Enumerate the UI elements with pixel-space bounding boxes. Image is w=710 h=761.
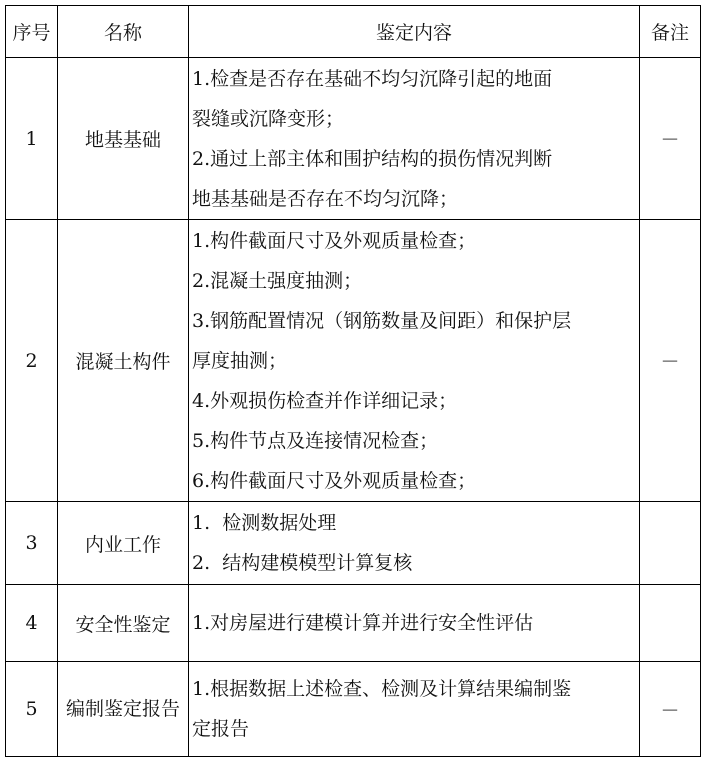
row-remark: － (640, 662, 701, 757)
row-name: 安全性鉴定 (58, 585, 189, 662)
row-name: 混凝土构件 (58, 220, 189, 502)
content-line: 1.根据数据上述检查、检测及计算结果编制鉴 (192, 678, 572, 700)
row-number: 5 (6, 662, 58, 757)
header-content: 鉴定内容 (189, 6, 640, 58)
content-line: 2. 结构建模模型计算复核 (192, 552, 413, 574)
appraisal-table (5, 5, 701, 757)
content-line: 1.检查是否存在基础不均匀沉降引起的地面 (192, 67, 553, 90)
row-remark: － (640, 220, 701, 502)
row-number: 2 (6, 220, 58, 502)
row-name: 内业工作 (58, 502, 189, 585)
row-content (189, 662, 640, 757)
row-number: 3 (6, 502, 58, 585)
row-content (189, 220, 640, 502)
content-line: 4.外观损伤检查并作详细记录； (192, 389, 458, 412)
content-line: 3.钢筋配置情况（钢筋数量及间距）和保护层 (192, 309, 572, 332)
row-name: 编制鉴定报告 (58, 662, 189, 757)
content-line: 1. 检测数据处理 (192, 512, 337, 534)
content-line: 厚度抽测； (192, 349, 288, 372)
header-remark: 备注 (640, 6, 701, 58)
table-row (6, 585, 701, 662)
row-remark (640, 585, 701, 662)
header-row (6, 6, 701, 58)
content-line: 6.构件截面尺寸及外观质量检查； (192, 469, 477, 492)
row-content (189, 502, 640, 585)
table-row (6, 220, 701, 502)
row-number: 1 (6, 58, 58, 220)
row-remark: － (640, 58, 701, 220)
row-content (189, 585, 640, 662)
row-name: 地基基础 (58, 58, 189, 220)
content-line: 定报告 (192, 718, 250, 740)
content-line: 裂缝或沉降变形； (192, 107, 345, 130)
content-line: 2.通过上部主体和围护结构的损伤情况判断 (192, 147, 553, 170)
content-line: 1.对房屋进行建模计算并进行安全性评估 (192, 612, 534, 634)
content-line: 地基基础是否存在不均匀沉降； (192, 187, 459, 210)
content-line: 1.构件截面尺寸及外观质量检查； (192, 229, 477, 252)
table-row (6, 662, 701, 757)
row-content (189, 58, 640, 220)
table-row (6, 502, 701, 585)
row-remark (640, 502, 701, 585)
header-no: 序号 (6, 6, 58, 58)
header-name: 名称 (58, 6, 189, 58)
content-line: 5.构件节点及连接情况检查； (192, 429, 439, 452)
row-number: 4 (6, 585, 58, 662)
content-line: 2.混凝土强度抽测； (192, 269, 363, 292)
table-row (6, 58, 701, 220)
